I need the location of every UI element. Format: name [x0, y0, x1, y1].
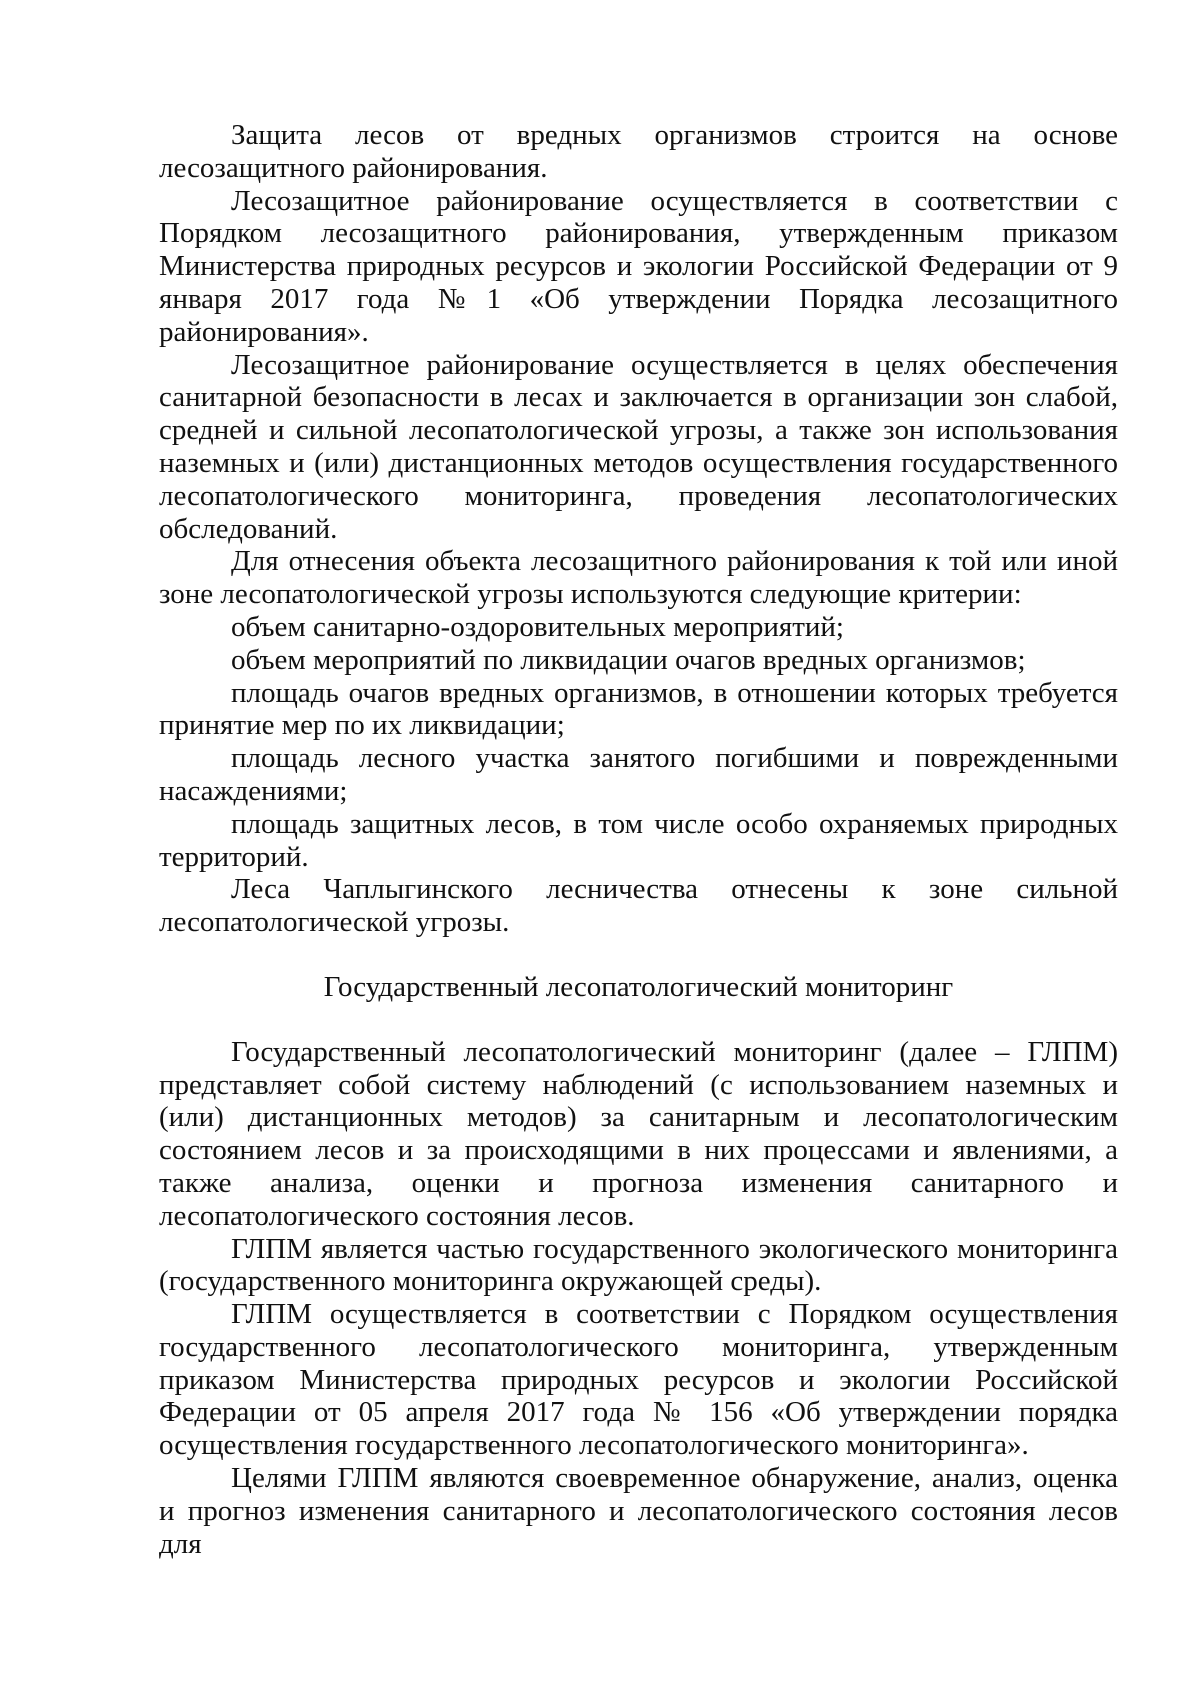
paragraph: Государственный лесопатологический мониторинг (далее – ГЛПМ) представляет собой систему наблюдений (с использованием наземных и (или) дистанционных методов) за санитарным и лесопатологическим состоянием лесов и за происходящими в них процессами и явлениями, а также анализа, оценки и прогноза изменения санитарного и лесопатологического состояния лесов. — [159, 1035, 1118, 1232]
section-forest-protection-zoning — [159, 119, 1118, 939]
criteria-item: площадь лесного участка занятого погибшими и поврежденными насаждениями; — [159, 742, 1118, 807]
criteria-item: объем санитарно-оздоровительных мероприятий; — [231, 610, 844, 643]
paragraph: Защита лесов от вредных организмов строится на основе лесозащитного районирования. — [159, 119, 1118, 184]
paragraph: ГЛПМ осуществляется в соответствии с Порядком осуществления государственного лесопатологического мониторинга, утвержденным приказом Министерства природных ресурсов и экологии Российской Федерации от 05 апреля 2017 года № 156 «Об утверждении порядка осуществления государственного лесопатологического мониторинга». — [159, 1298, 1118, 1462]
paragraph: Лесозащитное районирование осуществляется в соответствии с Порядком лесозащитного районирования, утвержденным приказом Министерства природных ресурсов и экологии Российской Федерации от 9 января 2017 года №1 «Об утверждении Порядка лесозащитного районирования». — [159, 184, 1118, 348]
criteria-item: объем мероприятий по ликвидации очагов вредных организмов; — [231, 643, 1026, 676]
paragraph: Для отнесения объекта лесозащитного районирования к той или иной зоне лесопатологической угрозы используются следующие критерии: — [159, 545, 1118, 611]
criteria-item: площадь защитных лесов, в том числе особо охраняемых природных территорий. — [159, 807, 1118, 873]
paragraph: Леса Чаплыгинского лесничества отнесены к зоне сильной лесопатологической угрозы. — [159, 873, 1118, 939]
section-heading: Государственный лесопатологический мониторинг — [323, 970, 954, 1003]
paragraph: Лесозащитное районирование осуществляется в целях обеспечения санитарной безопасности в лесах и заключается в организации зон слабой, средней и сильной лесопатологической угрозы, а также зон использования наземных и (или) дистанционных методов осуществления государственного лесопатологического мониторинга, проведения лесопатологических обследований. — [159, 348, 1118, 545]
paragraph: ГЛПМ является частью государственного экологического мониторинга (государственного мониторинга окружающей среды). — [159, 1232, 1118, 1298]
criteria-item: площадь очагов вредных организмов, в отношении которых требуется принятие мер по их ликвидации; — [159, 676, 1118, 742]
paragraph: Целями ГЛПМ являются своевременное обнаружение, анализ, оценка и прогноз изменения санитарного и лесопатологического состояния лесов для — [159, 1462, 1118, 1560]
section-state-monitoring — [159, 971, 1118, 1561]
